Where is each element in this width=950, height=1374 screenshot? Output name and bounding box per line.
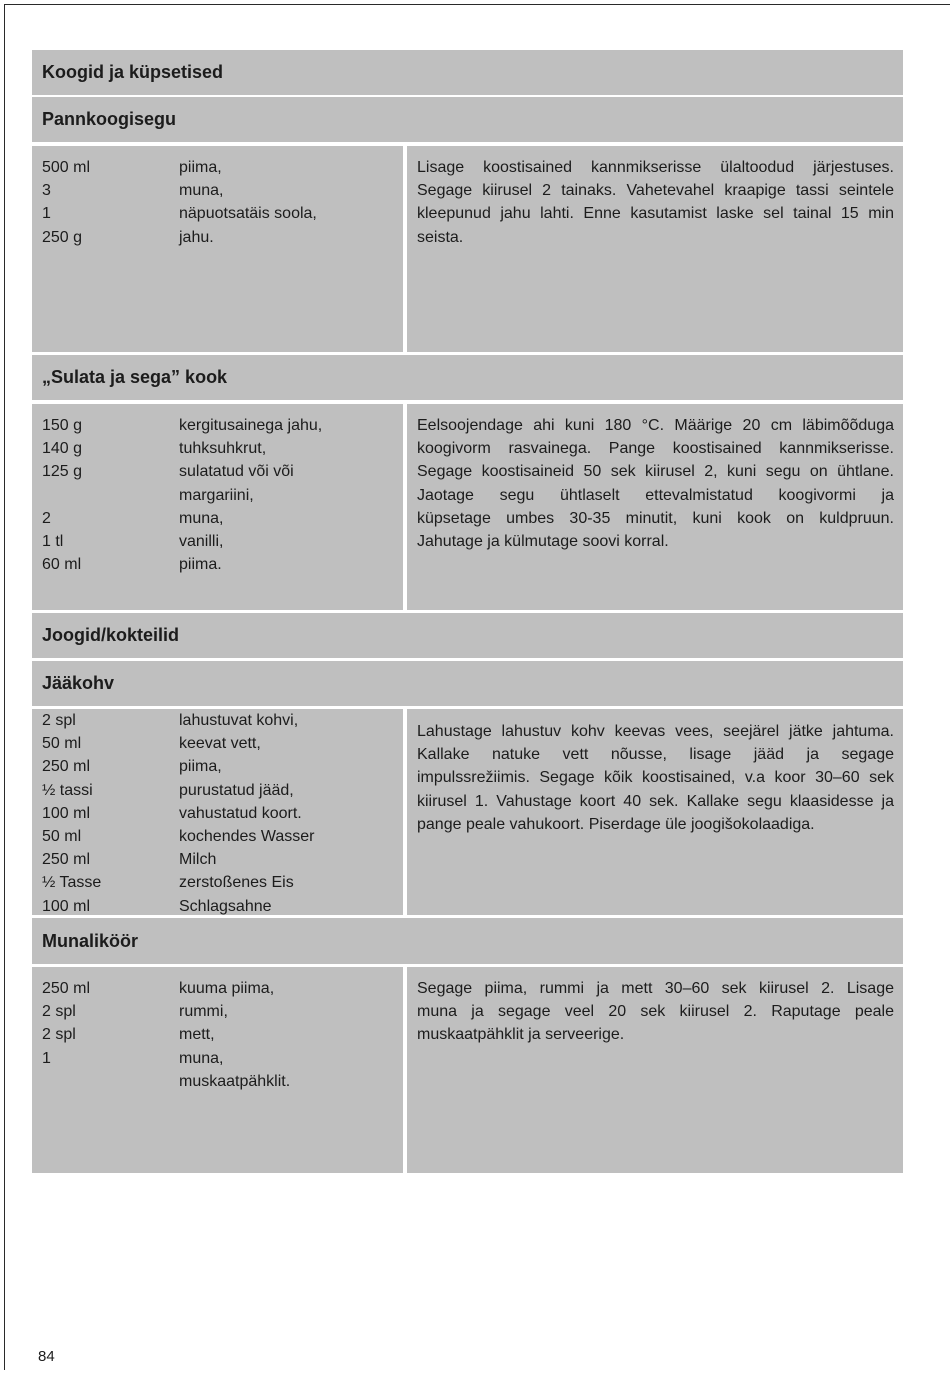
ingredient-row	[42, 530, 403, 553]
instruction-line: Kallake natuke vett nõusse, lisage jääd ja segage	[417, 746, 894, 764]
instruction-line: Eelsoojendage ahi kuni 180 °C. Määrige 20 cm läbimõõduga	[417, 417, 894, 434]
ingredient-row	[42, 732, 403, 755]
ingredient-name: muskaatpähklit.	[179, 1072, 291, 1090]
ingredients-cell	[32, 404, 403, 610]
ingredient-row	[42, 507, 403, 530]
recipe-title: Munaliköör	[32, 918, 903, 964]
ingredient-name: purustatud jääd,	[179, 781, 294, 799]
ingredient-quantity: 50 ml	[42, 735, 82, 753]
ingredient-row	[42, 871, 403, 894]
section-heading: Joogid/kokteilid	[32, 613, 903, 658]
ingredient-name: piima,	[179, 758, 222, 776]
ingredient-name: muna,	[179, 509, 224, 527]
ingredient-quantity: 100 ml	[42, 804, 91, 822]
ingredient-quantity: ½ Tasse	[42, 874, 102, 892]
ingredient-quantity: 2 spl	[42, 1003, 76, 1021]
ingredient-quantity: ½ tassi	[42, 781, 93, 799]
ingredient-name: vahustatud koort.	[179, 804, 302, 822]
recipe-title: Pannkoogisegu	[32, 97, 903, 142]
ingredient-row	[42, 895, 403, 918]
ingredient-quantity: 1	[42, 1049, 51, 1067]
ingredient-row	[42, 779, 403, 802]
page-frame-top-rule	[4, 4, 950, 5]
ingredient-quantity: 2 spl	[42, 712, 76, 729]
ingredient-name: näpuotsatäis soola,	[179, 205, 317, 223]
ingredient-quantity: 150 g	[42, 417, 83, 434]
instruction-line: Segage kiirusel 2 tainaks. Vahetevahel kraapige tassi seintele	[417, 182, 894, 200]
ingredient-name: rummi,	[179, 1003, 228, 1021]
instruction-line: impulssrežiimis. Segage kõik koostisained, v.a koor 30–60 sek	[417, 769, 894, 787]
instructions-cell	[407, 146, 903, 352]
ingredient-name: tuhksuhkrut,	[179, 440, 267, 458]
instruction-line: Segage koostisaineid 50 sek kiirusel 2, kuni segu on ühtlane.	[417, 463, 894, 481]
ingredient-row	[42, 977, 403, 1000]
section-heading: Koogid ja küpsetised	[32, 50, 903, 95]
ingredient-row	[42, 179, 403, 202]
ingredient-name: kergitusainega jahu,	[179, 417, 323, 434]
ingredients-cell	[32, 967, 403, 1173]
ingredient-quantity: 2	[42, 509, 51, 527]
ingredient-name: kochendes Wasser	[179, 828, 315, 846]
ingredient-row	[42, 1047, 403, 1070]
ingredient-quantity: 50 ml	[42, 828, 82, 846]
ingredient-row	[42, 709, 403, 732]
ingredient-name: Schlagsahne	[179, 897, 272, 915]
ingredient-row	[42, 1023, 403, 1046]
ingredient-row	[42, 802, 403, 825]
ingredient-quantity: 60 ml	[42, 556, 82, 574]
ingredient-row	[42, 1070, 403, 1093]
instruction-line: Lisage koostisained kannmikserisse ülaltoodud järjestuses.	[417, 159, 894, 176]
recipe-title: „Sulata ja sega” kook	[32, 355, 903, 400]
instruction-line: seista.	[417, 228, 464, 246]
ingredient-quantity: 1 tl	[42, 533, 64, 551]
instruction-line: kiirusel 1. Vahustage koort 40 sek. Kallake segu klaasidesse ja	[417, 792, 894, 810]
ingredient-name: jahu.	[179, 228, 214, 246]
ingredient-name: muna,	[179, 1049, 224, 1067]
instruction-line: kleepunud jahu lahti. Enne kasutamist laske sel tainal 15 min	[417, 205, 894, 223]
ingredient-quantity: 250 ml	[42, 758, 91, 776]
page-frame-left-rule	[4, 4, 5, 1370]
instruction-line: Segage piima, rummi ja mett 30–60 sek kiirusel 2. Lisage	[417, 980, 894, 997]
ingredient-row	[42, 226, 403, 249]
instruction-line: muskaatpähklit ja serveerige.	[417, 1026, 625, 1044]
ingredient-row	[42, 460, 403, 506]
ingredient-quantity: 3	[42, 182, 51, 200]
instruction-line: pange peale vahukoort. Piserdage üle joogišokolaadiga.	[417, 815, 815, 833]
ingredient-name: kuuma piima,	[179, 980, 275, 997]
ingredient-quantity: 140 g	[42, 440, 83, 458]
ingredients-cell	[32, 146, 403, 352]
instructions-cell	[407, 967, 903, 1173]
ingredient-quantity: 1	[42, 205, 51, 223]
ingredient-row	[42, 553, 403, 576]
ingredient-name: piima.	[179, 556, 222, 574]
ingredient-name: muna,	[179, 182, 224, 200]
ingredient-row	[42, 1000, 403, 1023]
instruction-line: Jahutage ja külmutage soovi korral.	[417, 533, 669, 551]
instruction-line: küpsetage umbes 30-35 minutit, kuni kook on kuldpruun.	[417, 509, 894, 527]
ingredient-name: mett,	[179, 1026, 215, 1044]
ingredient-row	[42, 156, 403, 179]
ingredient-quantity: 2 spl	[42, 1026, 76, 1044]
ingredient-row	[42, 414, 403, 437]
instructions-cell	[407, 404, 903, 610]
ingredient-name: piima,	[179, 159, 222, 176]
ingredient-name: vanilli,	[179, 533, 224, 551]
ingredient-quantity: 125 g	[42, 463, 83, 481]
ingredient-name: zerstoßenes Eis	[179, 874, 294, 892]
instructions-cell	[407, 709, 903, 915]
ingredient-row	[42, 202, 403, 225]
ingredient-row	[42, 848, 403, 871]
ingredient-quantity: 500 ml	[42, 159, 91, 176]
page-number: 84	[38, 1348, 55, 1365]
instruction-line: koogivorm rasvainega. Pange koostisained kannmikserisse.	[417, 440, 894, 458]
ingredient-row	[42, 755, 403, 778]
ingredient-row	[42, 437, 403, 460]
ingredients-cell	[32, 709, 403, 915]
recipe-title: Jääkohv	[32, 661, 903, 706]
ingredient-name: lahustuvat kohvi,	[179, 712, 299, 729]
ingredient-name: keevat vett,	[179, 735, 261, 753]
instruction-line: muna ja segage veel 20 sek kiirusel 2. Raputage peale	[417, 1003, 894, 1021]
ingredient-quantity: 250 ml	[42, 980, 91, 997]
ingredient-name: sulatatud või või margariini,	[179, 463, 294, 504]
ingredient-quantity: 250 g	[42, 228, 83, 246]
ingredient-quantity: 250 ml	[42, 851, 91, 869]
ingredient-name: Milch	[179, 851, 217, 869]
ingredient-row	[42, 825, 403, 848]
instruction-line: Jaotage segu ühtlaselt ettevalmistatud koogivormi ja	[417, 486, 894, 504]
instruction-line: Lahustage lahustuv kohv keevas vees, seejärel jätke jahtuma.	[417, 723, 894, 740]
ingredient-quantity: 100 ml	[42, 897, 91, 915]
